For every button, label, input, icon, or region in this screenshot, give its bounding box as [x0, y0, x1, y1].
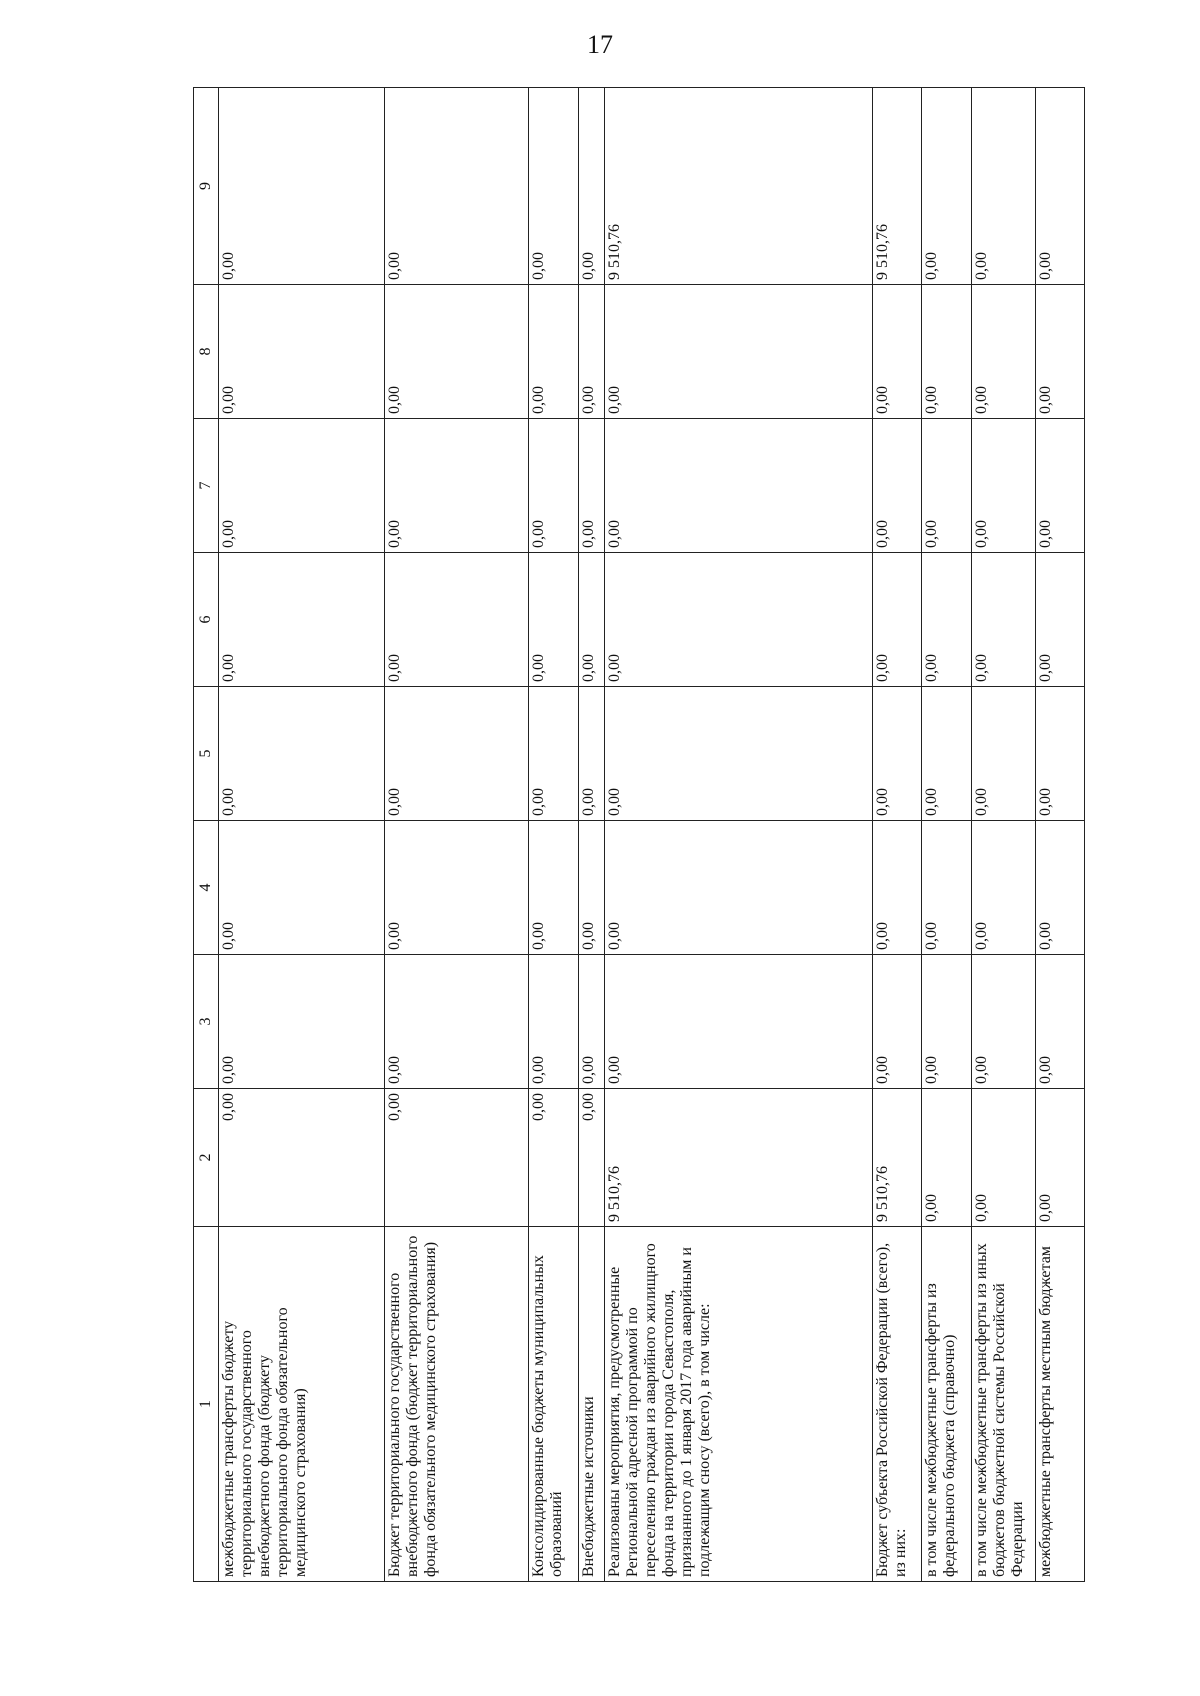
table-cell: 9 510,76 [872, 1089, 921, 1227]
table-cell: 0,00 [219, 955, 385, 1089]
table-cell: 0,00 [922, 687, 971, 821]
rotated-table-wrapper [193, 87, 1085, 1582]
page-number: 17 [587, 30, 613, 59]
table-cell: 0,00 [385, 419, 529, 553]
row-label: Реализованы мероприятия, предусмотренные Региональной адресной программой по переселению граждан из аварийного жилищного фонда на территории города Севастополя, признанного до 1 января 2017 года аварийным и подлежащим сносу (всего), в том числе: [605, 1227, 872, 1582]
table-cell: 0,00 [578, 553, 605, 687]
table-cell: 0,00 [578, 1089, 605, 1227]
table-cell: 0,00 [971, 955, 1035, 1089]
table-row [1035, 88, 1085, 1582]
table-cell: 0,00 [219, 1089, 385, 1227]
column-header: 9 [194, 88, 219, 285]
column-header: 2 [194, 1089, 219, 1227]
table-cell: 0,00 [971, 1089, 1035, 1227]
table-cell: 0,00 [578, 88, 605, 285]
table-cell: 0,00 [872, 821, 921, 955]
table-cell: 0,00 [922, 419, 971, 553]
table-cell: 0,00 [922, 285, 971, 419]
table-row [922, 88, 971, 1582]
table-cell: 0,00 [922, 88, 971, 285]
table-cell: 0,00 [605, 955, 872, 1089]
table-cell: 0,00 [971, 419, 1035, 553]
table-cell: 0,00 [529, 285, 578, 419]
table-cell: 0,00 [971, 821, 1035, 955]
row-label: Бюджет территориального государственного внебюджетного фонда (бюджет территориального фонда обязательного медицинского страхования) [385, 1227, 529, 1582]
table-cell: 0,00 [922, 955, 971, 1089]
table-cell: 0,00 [971, 88, 1035, 285]
table-row [385, 88, 529, 1582]
column-header: 4 [194, 821, 219, 955]
table-cell: 0,00 [219, 821, 385, 955]
table-row [578, 88, 605, 1582]
row-label: в том числе межбюджетные трансферты из федерального бюджета (справочно) [922, 1227, 971, 1582]
table-cell: 0,00 [605, 285, 872, 419]
table-cell: 0,00 [219, 88, 385, 285]
table-cell: 0,00 [971, 687, 1035, 821]
table-cell: 9 510,76 [872, 88, 921, 285]
table-cell: 0,00 [971, 285, 1035, 419]
row-label: Внебюджетные источники [578, 1227, 605, 1582]
row-label: межбюджетные трансферты местным бюджетам [1035, 1227, 1085, 1582]
table-cell: 0,00 [922, 1089, 971, 1227]
table-cell: 0,00 [529, 419, 578, 553]
column-header: 6 [194, 553, 219, 687]
table-cell: 0,00 [385, 285, 529, 419]
table-row [971, 88, 1035, 1582]
table-cell: 0,00 [385, 955, 529, 1089]
column-header: 1 [194, 1227, 219, 1582]
table-cell: 0,00 [872, 955, 921, 1089]
table-cell: 0,00 [605, 821, 872, 955]
table-cell: 0,00 [1035, 285, 1085, 419]
table-cell: 0,00 [605, 553, 872, 687]
table-cell: 0,00 [578, 955, 605, 1089]
table-cell: 0,00 [872, 419, 921, 553]
table-cell: 0,00 [529, 88, 578, 285]
table-cell: 0,00 [872, 687, 921, 821]
table-cell: 0,00 [529, 553, 578, 687]
table-cell: 0,00 [578, 687, 605, 821]
table-row [219, 88, 385, 1582]
table-cell: 0,00 [1035, 88, 1085, 285]
row-label: в том числе межбюджетные трансферты из иных бюджетов бюджетной системы Российской Федерации [971, 1227, 1035, 1582]
budget-table [193, 87, 1085, 1582]
table-cell: 0,00 [385, 88, 529, 285]
table-cell: 0,00 [1035, 821, 1085, 955]
table-cell: 0,00 [219, 687, 385, 821]
table-cell: 0,00 [219, 553, 385, 687]
table-cell: 0,00 [385, 1089, 529, 1227]
table-cell: 0,00 [971, 553, 1035, 687]
table-cell: 0,00 [529, 1089, 578, 1227]
table-cell: 0,00 [219, 285, 385, 419]
table-cell: 0,00 [529, 955, 578, 1089]
table-cell: 0,00 [385, 553, 529, 687]
table-cell: 9 510,76 [605, 1089, 872, 1227]
table-cell: 0,00 [1035, 955, 1085, 1089]
table-cell: 0,00 [922, 821, 971, 955]
table-cell: 0,00 [1035, 553, 1085, 687]
row-label: межбюджетные трансферты бюджету территориального государственного внебюджетного фонда (бюджету территориального фонда обязательного медицинского страхования) [219, 1227, 385, 1582]
table-row [872, 88, 921, 1582]
column-header: 5 [194, 687, 219, 821]
table-cell: 0,00 [529, 821, 578, 955]
table-cell: 0,00 [578, 419, 605, 553]
table-cell: 0,00 [872, 553, 921, 687]
table-cell: 0,00 [578, 285, 605, 419]
table-row [605, 88, 872, 1582]
column-header: 8 [194, 285, 219, 419]
table-cell: 0,00 [385, 821, 529, 955]
table-row [529, 88, 578, 1582]
table-cell: 0,00 [385, 687, 529, 821]
header-row [194, 88, 219, 1582]
table-cell: 0,00 [605, 687, 872, 821]
table-cell: 0,00 [219, 419, 385, 553]
row-label: Консолидированные бюджеты муниципальных образований [529, 1227, 578, 1582]
table-cell: 0,00 [578, 821, 605, 955]
table-cell: 9 510,76 [605, 88, 872, 285]
column-header: 3 [194, 955, 219, 1089]
row-label: Бюджет субъекта Российской Федерации (всего), из них: [872, 1227, 921, 1582]
table-cell: 0,00 [1035, 419, 1085, 553]
table-cell: 0,00 [605, 419, 872, 553]
table-cell: 0,00 [1035, 687, 1085, 821]
table-cell: 0,00 [1035, 1089, 1085, 1227]
table-cell: 0,00 [872, 285, 921, 419]
table-cell: 0,00 [922, 553, 971, 687]
table-cell: 0,00 [529, 687, 578, 821]
column-header: 7 [194, 419, 219, 553]
